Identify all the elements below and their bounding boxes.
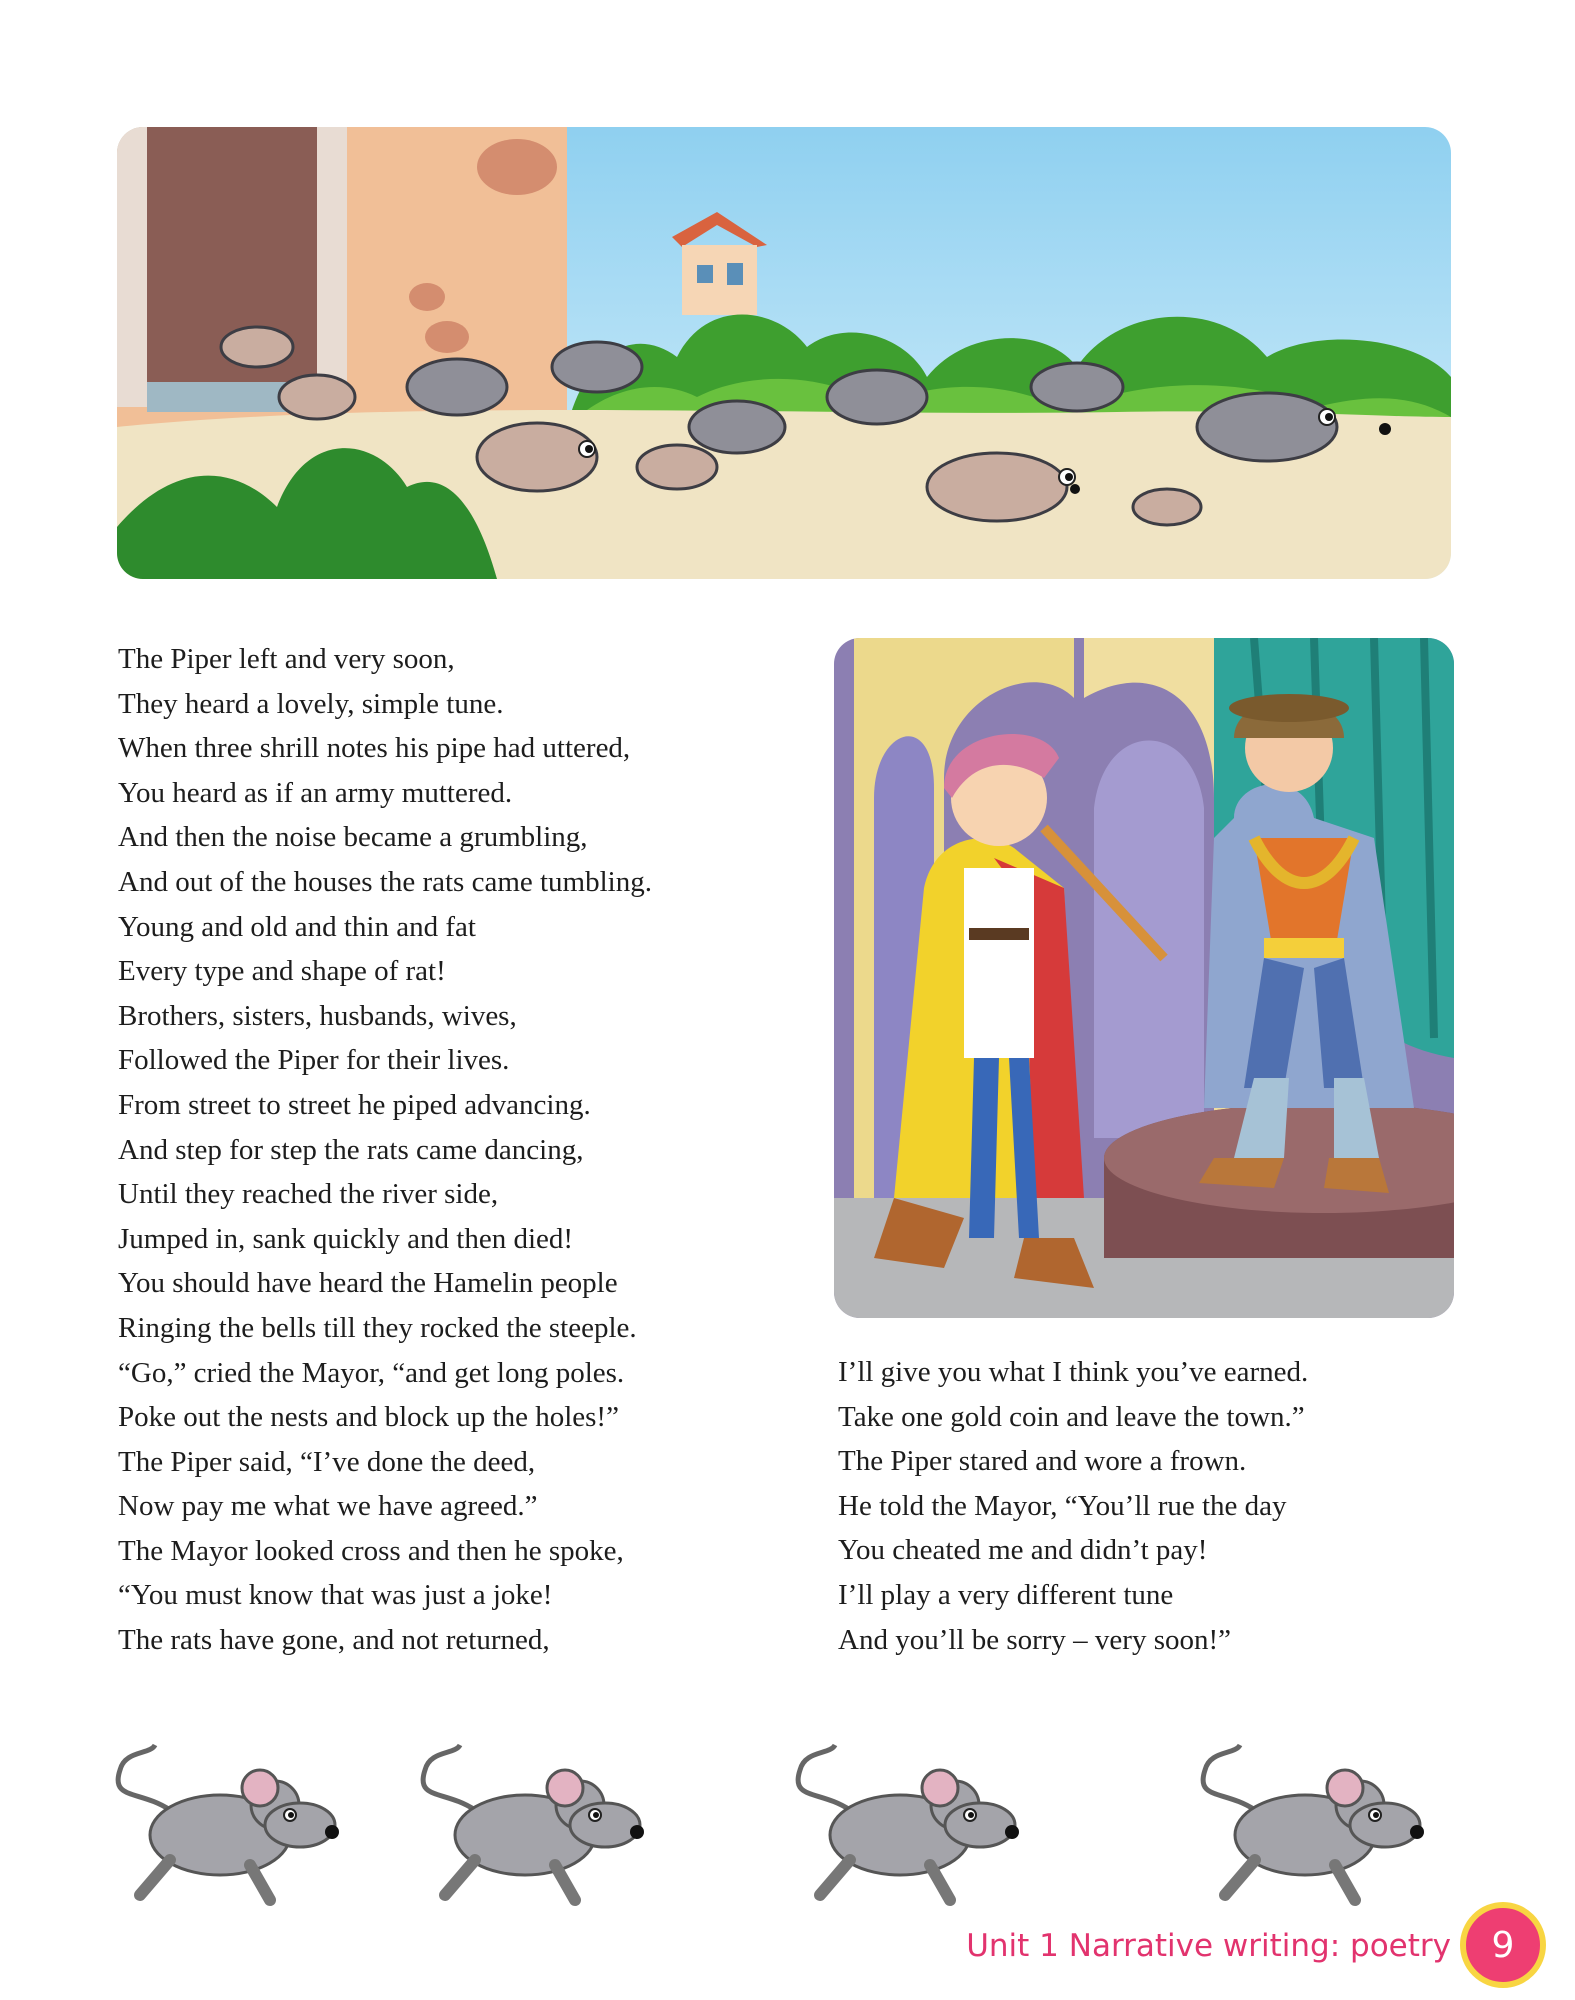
- poem-line: “You must know that was just a joke!: [118, 1579, 553, 1612]
- poem-line: Followed the Piper for their lives.: [118, 1044, 510, 1077]
- poem-line: The Piper stared and wore a frown.: [838, 1445, 1247, 1478]
- mouse-icon: [405, 1730, 665, 1920]
- mouse-border-decoration: [100, 1730, 1500, 1920]
- poem-line: Young and old and thin and fat: [118, 910, 476, 943]
- poem-line: The Mayor looked cross and then he spoke,: [118, 1534, 624, 1567]
- poem-left-column: [118, 637, 652, 1663]
- poem-right-column: [838, 1350, 1308, 1662]
- poem-line: The Piper said, “I’ve done the deed,: [118, 1445, 536, 1478]
- poem-line: Now pay me what we have agreed.”: [118, 1490, 538, 1523]
- page-number: 9: [1491, 1924, 1515, 1966]
- unit-label: Unit 1 Narrative writing: poetry: [966, 1928, 1451, 1964]
- poem-line: You heard as if an army muttered.: [118, 776, 513, 809]
- poem-line: The Piper left and very soon,: [118, 643, 455, 675]
- poem-line: Until they reached the river side,: [118, 1178, 499, 1211]
- poem-line: You should have heard the Hamelin people: [118, 1267, 618, 1300]
- poem-line: And then the noise became a grumbling,: [118, 821, 588, 854]
- poem-line: And step for step the rats came dancing,: [118, 1133, 584, 1166]
- poem-line: You cheated me and didn’t pay!: [838, 1534, 1208, 1567]
- piper-and-mayor-illustration: [834, 638, 1454, 1318]
- poem-line: He told the Mayor, “You’ll rue the day: [838, 1489, 1287, 1522]
- poem-line: I’ll give you what I think you’ve earned.: [838, 1356, 1309, 1388]
- mouse-icon: [780, 1730, 1040, 1920]
- poem-line: The rats have gone, and not returned,: [118, 1624, 550, 1657]
- poem-line: And you’ll be sorry – very soon!”: [838, 1623, 1232, 1656]
- poem-line: From street to street he piped advancing.: [118, 1088, 591, 1121]
- poem-line: I’ll play a very different tune: [838, 1578, 1174, 1611]
- poem-line: “Go,” cried the Mayor, “and get long poles.: [118, 1356, 625, 1389]
- poem-line: Brothers, sisters, husbands, wives,: [118, 999, 517, 1032]
- poem-line: Every type and shape of rat!: [118, 955, 446, 988]
- rats-running-illustration: [117, 127, 1451, 579]
- poem-line: Ringing the bells till they rocked the steeple.: [118, 1311, 637, 1344]
- poem-line: Poke out the nests and block up the holes!”: [118, 1401, 619, 1434]
- mouse-icon: [1185, 1730, 1445, 1920]
- poem-line: When three shrill notes his pipe had uttered,: [118, 732, 631, 765]
- page-number-badge: [1460, 1902, 1546, 1988]
- poem-line: Take one gold coin and leave the town.”: [838, 1400, 1305, 1433]
- poem-line: And out of the houses the rats came tumbling.: [118, 865, 652, 898]
- poem-line: They heard a lovely, simple tune.: [118, 687, 504, 720]
- poem-line: Jumped in, sank quickly and then died!: [118, 1222, 574, 1255]
- mouse-icon: [100, 1730, 360, 1920]
